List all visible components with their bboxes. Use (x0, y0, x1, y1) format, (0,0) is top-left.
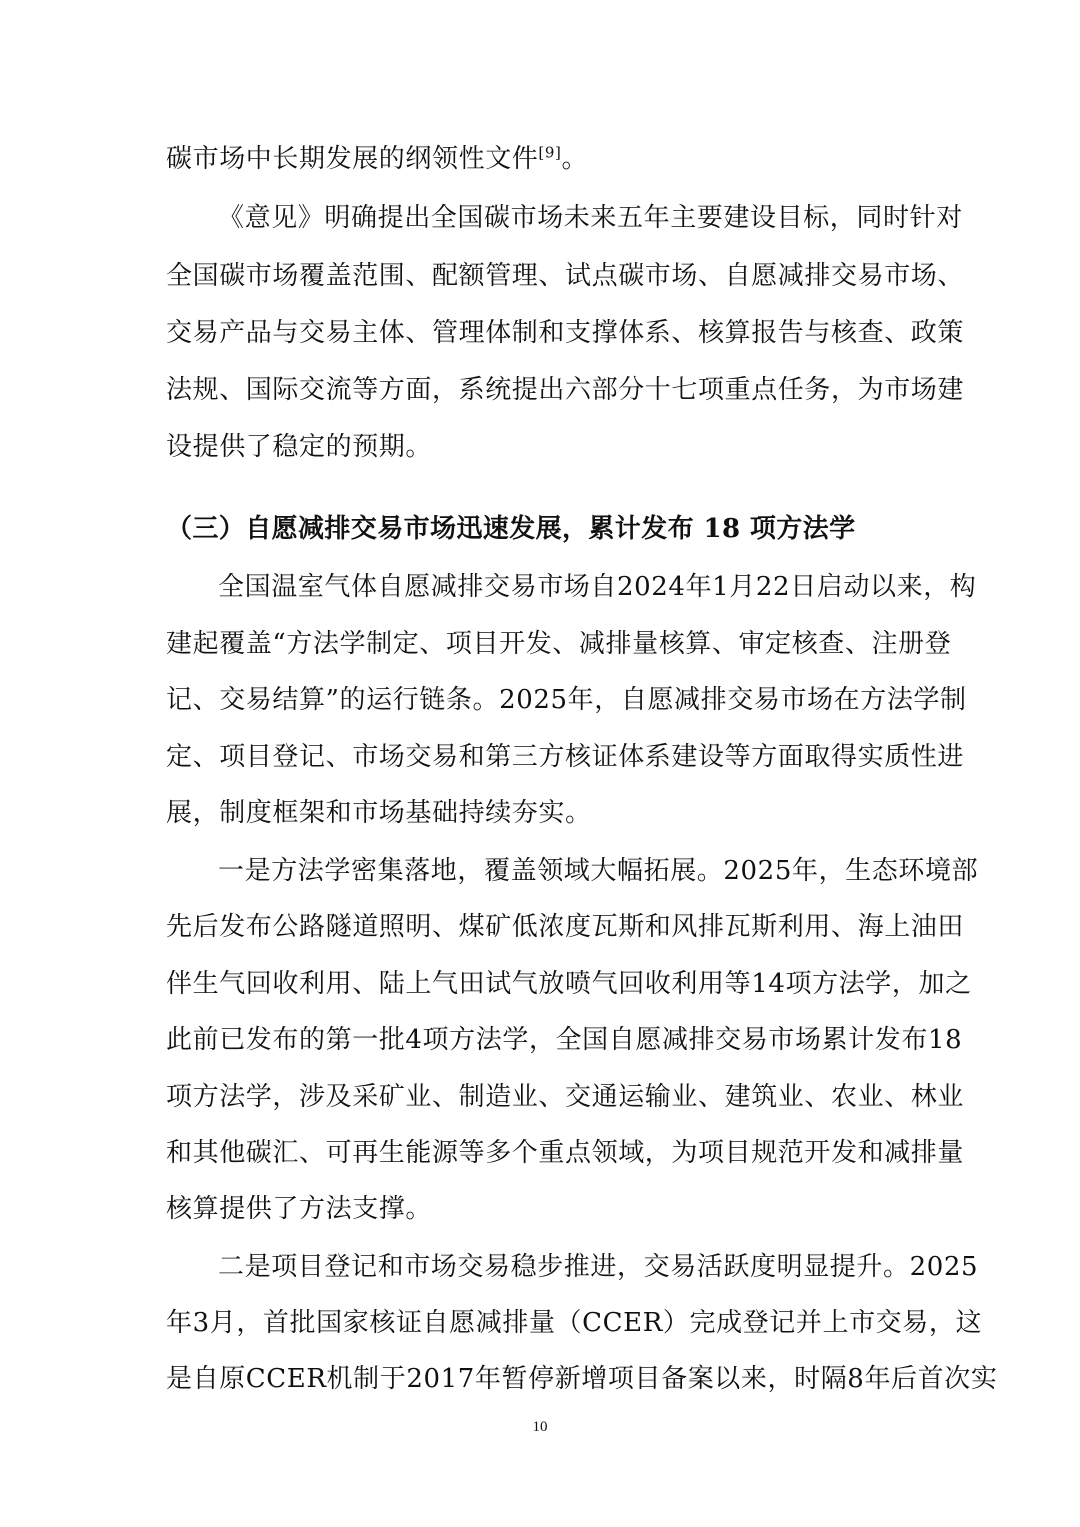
paragraph-line-12: 一是方法学密集落地，覆盖领域大幅拓展。2025年，生态环境部 (218, 856, 979, 886)
page-number: 10 (532, 1419, 548, 1435)
line-text: 碳市场中长期发展的纲领性文件 (166, 144, 539, 174)
paragraph-line-2: 《意见》明确提出全国碳市场未来五年主要建设目标，同时针对 (218, 203, 963, 233)
line-tail: 。 (561, 144, 589, 174)
paragraph-line-16: 项方法学，涉及采矿业、制造业、交通运输业、建筑业、农业、林业 (166, 1082, 965, 1112)
paragraph-line-19: 二是项目登记和市场交易稳步推进，交易活跃度明显提升。2025 (218, 1252, 979, 1282)
paragraph-line-10: 定、项目登记、市场交易和第三方核证体系建设等方面取得实质性进 (166, 742, 965, 772)
paragraph-line-5: 法规、国际交流等方面，系统提出六部分十七项重点任务，为市场建 (166, 375, 965, 405)
paragraph-line-13: 先后发布公路隧道照明、煤矿低浓度瓦斯和风排瓦斯利用、海上油田 (166, 912, 965, 942)
paragraph-line-7: 全国温室气体自愿减排交易市场自2024年1月22日启动以来，构 (218, 572, 977, 602)
paragraph-line-4: 交易产品与交易主体、管理体制和支撑体系、核算报告与核查、政策 (166, 318, 965, 348)
paragraph-line-8: 建起覆盖“方法学制定、项目开发、减排量核算、审定核查、注册登 (166, 629, 952, 659)
paragraph-line-17: 和其他碳汇、可再生能源等多个重点领域，为项目规范开发和减排量 (166, 1138, 965, 1168)
paragraph-line-11: 展，制度框架和市场基础持续夯实。 (166, 798, 592, 828)
paragraph-line-20: 年3月，首批国家核证自愿减排量（CCER）完成登记并上市交易，这 (166, 1308, 983, 1338)
paragraph-line-14: 伴生气回收利用、陆上气田试气放喷气回收利用等14项方法学，加之 (166, 969, 972, 999)
paragraph-line-15: 此前已发布的第一批4项方法学，全国自愿减排交易市场累计发布18 (166, 1025, 963, 1055)
paragraph-line-6: 设提供了稳定的预期。 (166, 432, 433, 462)
paragraph-line-3: 全国碳市场覆盖范围、配额管理、试点碳市场、自愿减排交易市场、 (166, 261, 965, 291)
paragraph-line-9: 记、交易结算”的运行链条。2025年，自愿减排交易市场在方法学制 (166, 685, 967, 715)
section-heading: （三）自愿减排交易市场迅速发展，累计发布 18 项方法学 (166, 514, 856, 544)
paragraph-line-21: 是自原CCER机制于2017年暂停新增项目备案以来，时隔8年后首次实 (166, 1364, 998, 1394)
citation-marker: [9] (538, 143, 562, 162)
paragraph-line-1 (166, 142, 918, 176)
paragraph-line-18: 核算提供了方法支撑。 (166, 1194, 433, 1224)
